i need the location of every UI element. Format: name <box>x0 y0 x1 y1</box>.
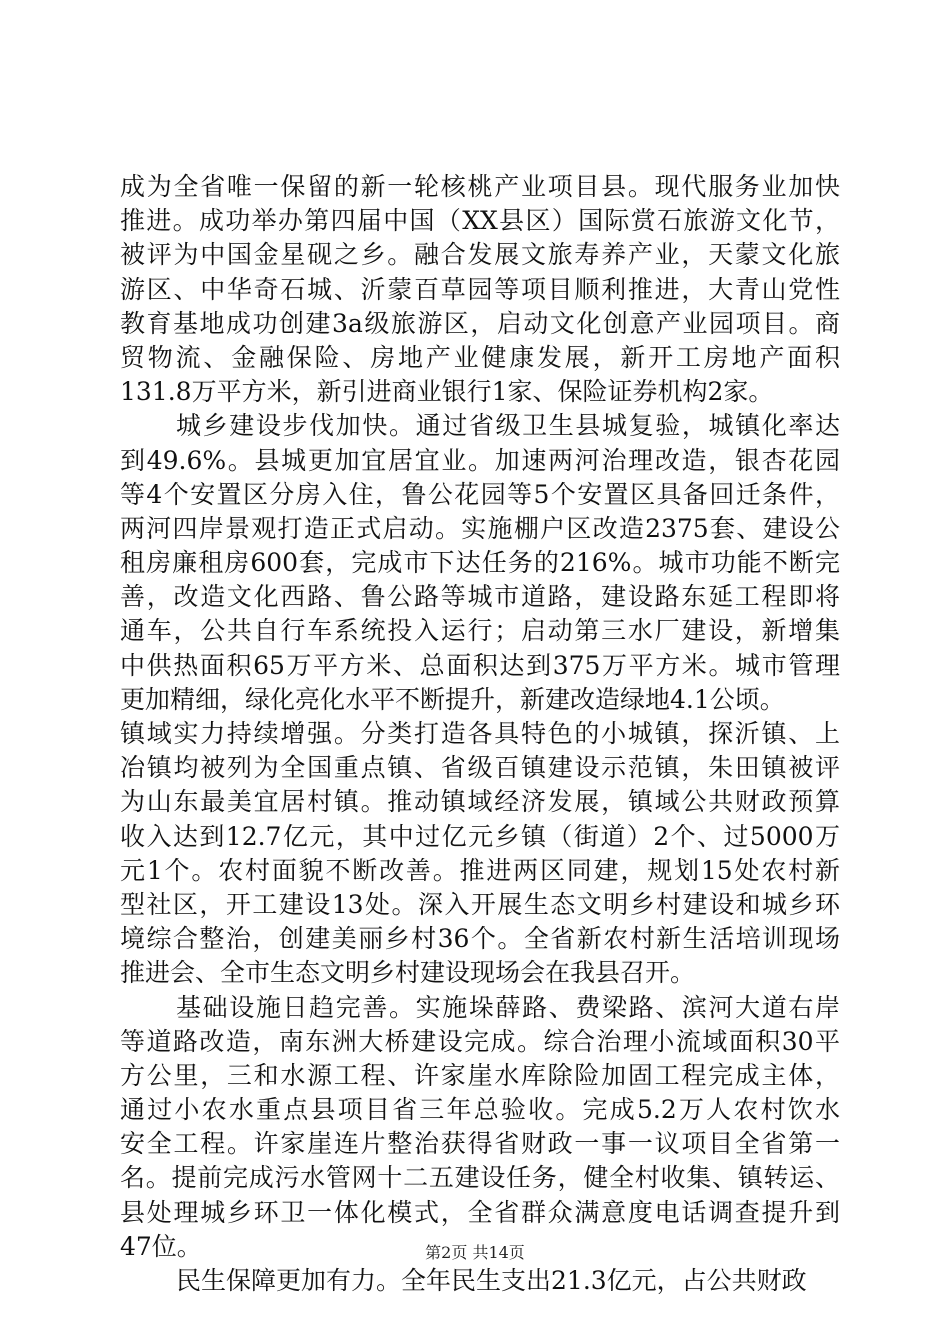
paragraph-start-line: 城乡建设步伐加快。通过省级卫生县城复验，城镇化率达 <box>176 411 840 441</box>
paragraph-start-line: 基础设施日趋完善。实施垛薛路、费梁路、滨河大道右岸 <box>176 992 840 1022</box>
text-line: 方公里，三和水源工程、许家崖水库除险加固工程完成主体， <box>120 1060 840 1090</box>
document-body <box>120 170 840 1298</box>
text-line: 善，改造文化西路、鲁公路等城市道路，建设路东延工程即将 <box>120 582 840 612</box>
text-line: 两河四岸景观打造正式启动。实施棚户区改造2375套、建设公 <box>120 513 840 543</box>
text-line: 元1个。农村面貌不断改善。推进两区同建，规划15处农村新 <box>120 855 840 885</box>
text-line: 冶镇均被列为全国重点镇、省级百镇建设示范镇，朱田镇被评 <box>120 753 840 783</box>
text-line: 名。提前完成污水管网十二五建设任务，健全村收集、镇转运、 <box>120 1163 840 1193</box>
text-line: 安全工程。许家崖连片整治获得省财政一事一议项目全省第一 <box>120 1129 840 1159</box>
text-line: 通过小农水重点县项目省三年总验收。完成5.2万人农村饮水 <box>120 1095 840 1125</box>
text-line: 通车，公共自行车系统投入运行；启动第三水厂建设，新增集 <box>120 616 840 646</box>
text-line: 教育基地成功创建3a级旅游区，启动文化创意产业园项目。商 <box>120 308 840 338</box>
text-line: 中供热面积65万平方米、总面积达到375万平方米。城市管理 <box>120 650 840 680</box>
text-line: 租房廉租房600套，完成市下达任务的216%。城市功能不断完 <box>120 548 840 578</box>
text-line: 等道路改造，南东洲大桥建设完成。综合治理小流域面积30平 <box>120 1026 840 1056</box>
text-line: 131.8万平方米，新引进商业银行1家、保险证券机构2家。 <box>120 377 774 407</box>
text-line: 为山东最美宜居村镇。推动镇域经济发展，镇域公共财政预算 <box>120 787 840 817</box>
text-line: 被评为中国金星砚之乡。融合发展文旅寿养产业，天蒙文化旅 <box>120 240 840 270</box>
text-line: 推进。成功举办第四届中国（XX县区）国际赏石旅游文化节， <box>120 206 840 236</box>
text-line: 收入达到12.7亿元，其中过亿元乡镇（街道）2个、过5000万 <box>120 821 840 851</box>
text-line: 镇域实力持续增强。分类打造各具特色的小城镇，探沂镇、上 <box>120 719 840 748</box>
text-line: 推进会、全市生态文明乡村建设现场会在我县召开。 <box>120 958 696 988</box>
paragraph-start-line: 民生保障更加有力。全年民生支出21.3亿元，占公共财政 <box>176 1266 807 1295</box>
text-line: 成为全省唯一保留的新一轮核桃产业项目县。现代服务业加快 <box>120 172 840 201</box>
text-line: 县处理城乡环卫一体化模式，全省群众满意度电话调查提升到 <box>120 1197 840 1227</box>
text-line: 贸物流、金融保险、房地产业健康发展，新开工房地产面积 <box>120 342 840 372</box>
text-line: 境综合整治，创建美丽乡村36个。全省新农村新生活培训现场 <box>120 924 840 954</box>
text-line: 型社区，开工建设13处。深入开展生态文明乡村建设和城乡环 <box>120 889 840 919</box>
text-line: 游区、中华奇石城、沂蒙百草园等项目顺利推进，大青山党性 <box>120 274 840 304</box>
text-line: 等4个安置区分房入住，鲁公花园等5个安置区具备回迁条件， <box>120 479 840 509</box>
text-line: 到49.6%。县城更加宜居宜业。加速两河治理改造，银杏花园 <box>120 445 840 475</box>
page-number-footer: 第2页 共14页 <box>425 1243 525 1262</box>
text-line: 47位。 <box>120 1231 202 1261</box>
text-line: 更加精细，绿化亮化水平不断提升，新建改造绿地4.1公顷。 <box>120 684 785 714</box>
